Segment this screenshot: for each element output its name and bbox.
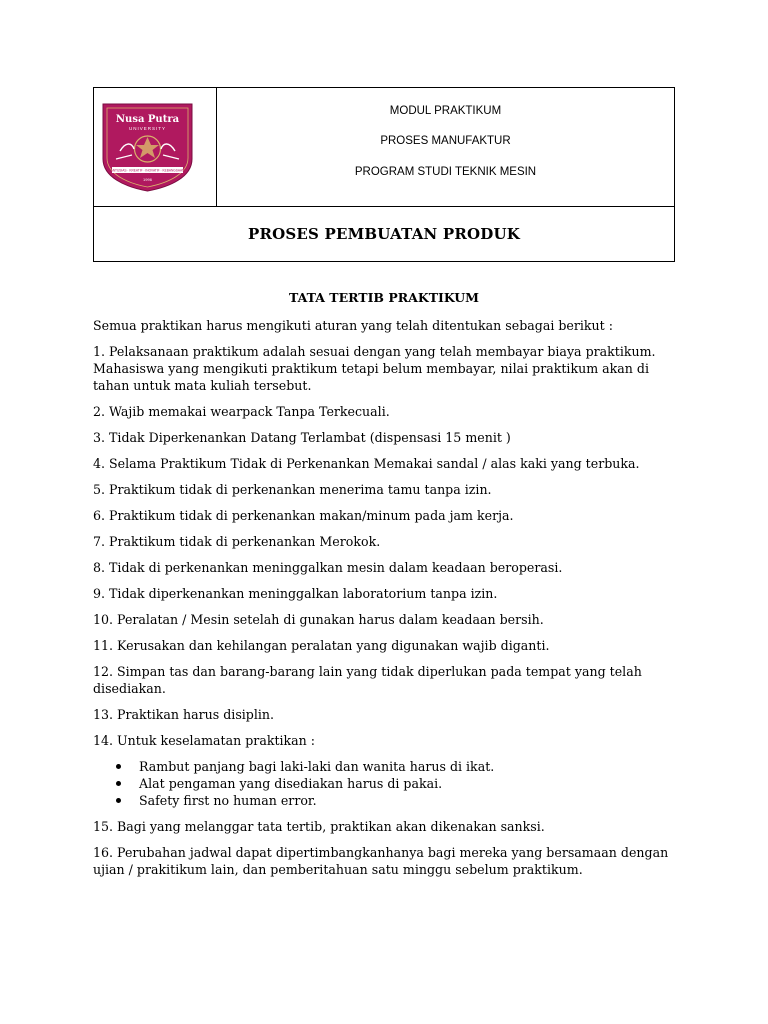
logo-sub: UNIVERSITY [128,126,167,131]
safety-bullet-list [93,758,675,809]
rules-intro: Semua praktikan harus mengikuti aturan yang telah ditentukan sebagai berikut : [93,318,613,333]
rule-item: 4. Selama Praktikum Tidak di Perkenankan Memakai sandal / alas kaki yang terbuka. [93,456,640,471]
bullet-dot-icon [116,798,121,803]
logo-name: Nusa Putra [115,114,180,125]
safety-bullet-text: Safety first no human error. [139,793,317,808]
header-top-row [94,88,674,207]
rules-body [93,317,675,887]
rule-item: 6. Praktikum tidak di perkenankan makan/minum pada jam kerja. [93,508,514,523]
course-name: PROSES MANUFAKTUR [380,135,511,147]
rule-item: 1. Pelaksanaan praktikum adalah sesuai dengan yang telah membayar biaya praktikum. Mahasiswa yang mengikuti praktikum tetapi belum membayar, nilai praktikum akan di tahan untuk mata kuliah tersebut. [93,344,656,393]
safety-bullet-item [93,792,675,809]
rule-item: 15. Bagi yang melanggar tata tertib, praktikan akan dikenakan sanksi. [93,819,545,834]
bullet-dot-icon [116,781,121,786]
rules-heading: TATA TERTIB PRAKTIKUM [288,290,480,305]
module-info-cell [217,88,674,206]
rule-item: 2. Wajib memakai wearpack Tanpa Terkecuali. [93,404,390,419]
logo-cell [94,88,217,206]
header-title-row [94,207,674,261]
rule-item: 12. Simpan tas dan barang-barang lain yang tidak diperlukan pada tempat yang telah disediakan. [93,664,642,696]
bullet-dot-icon [116,764,121,769]
study-program: PROGRAM STUDI TEKNIK MESIN [354,166,537,178]
rule-item: 8. Tidak di perkenankan meninggalkan mesin dalam keadaan beroperasi. [93,560,563,575]
logo-year: 1996 [143,177,152,182]
header-table [93,87,675,262]
rule-item: 16. Perubahan jadwal dapat dipertimbangkanhanya bagi mereka yang bersamaan dengan ujian / prakitikum lain, dan pemberitahuan satu minggu sebelum praktikum. [93,845,669,877]
rule-item: 7. Praktikum tidak di perkenankan Merokok. [93,534,381,549]
rule-item: 5. Praktikum tidak di perkenankan menerima tamu tanpa izin. [93,482,492,497]
rule-item: 10. Peralatan / Mesin setelah di gunakan harus dalam keadaan bersih. [93,612,544,627]
document-title: PROSES PEMBUATAN PRODUK [247,225,520,243]
safety-bullet-item [93,775,675,792]
rule-item: 9. Tidak diperkenankan meninggalkan laboratorium tanpa izin. [93,586,498,601]
university-logo [100,101,210,193]
rule-item: 14. Untuk keselamatan praktikan : [93,733,316,748]
safety-bullet-text: Rambut panjang bagi laki-laki dan wanita harus di ikat. [139,759,495,774]
rule-item: 13. Praktikan harus disiplin. [93,707,275,722]
safety-bullet-text: Alat pengaman yang disediakan harus di pakai. [139,776,443,791]
module-label: MODUL PRAKTIKUM [389,105,502,117]
safety-bullet-item [93,758,675,775]
logo-motto: ANTUSIAS · KREATIF · INOVATIF · KEBANGSAAN [110,168,185,173]
rule-item: 11. Kerusakan dan kehilangan peralatan yang digunakan wajib diganti. [93,638,550,653]
rule-item: 3. Tidak Diperkenankan Datang Terlambat (dispensasi 15 menit ) [93,430,511,445]
